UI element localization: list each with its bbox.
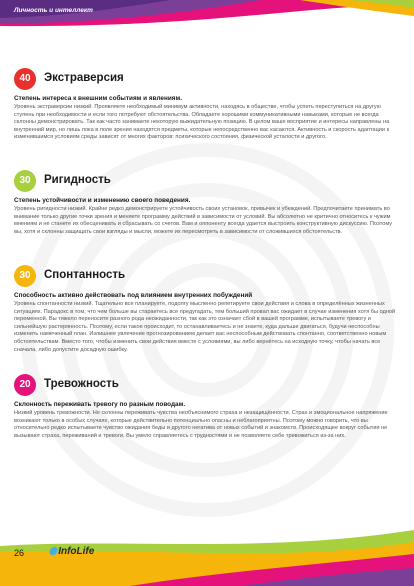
brand-name: InfoLife [58,546,95,557]
section-subtitle: Склонность переживать тревогу по разным поводам. [14,401,186,408]
header-stripes [0,0,414,30]
section-title: Экстраверсия [44,72,124,84]
section-text: Уровень экстраверсии низкий. Проявляете необходимый минимум активности, находясь в обществе, чтобы успеть переступиться на другую ступень при необходимости и если того потребуют обстоятельства. Обладаете хорошими коммуникативными навыками, которые не всегда склонны демонстрировать. Так как часто занимаете некоторую выжидательную позицию. В целом ваше восприятие и интересы направлены на внутренний мир, но лишь пока в поле зрения находятся предметы, которые непосредственно вас касаются. Активность и скорость адаптации к изменившимся условиям среды зависят от многих факторов: психического состояния, физической усталости и другого. [14,104,390,141]
header-title: Личность и интеллект [14,7,93,14]
section-title: Спонтанность [44,269,126,281]
section-subtitle: Способность активно действовать под влиянием внутренних побуждений [14,292,253,299]
page-header [0,0,414,30]
score-badge: 20 [14,374,36,396]
section-text: Низкий уровень тревожности. Не склонны переживать чувства необъяснимого страха и незащищённости. Страх и эмоциональное напряжение возникают только в особых случаях, которые действительно потенциально опасны и неблагоприятны. Поэтому можно говорить, что вы относительно редко испытываете чувство ожидания беды и другого негатива от новых событий и знакомств. Происходящее вокруг события не вызывают страха, переживаний и тревоги. Вы умело справляетесь с трудностями и не позволяете себе тревожиться из-за них. [14,410,388,439]
score-badge: 30 [14,265,36,287]
brand-logo [48,545,94,558]
brand-logo-icon: ✺ [48,546,58,558]
section-subtitle: Степень устойчивости и изменению своего поведения. [14,197,191,204]
score-badge: 40 [14,68,36,90]
section-text: Уровень спонтанности низкий. Тщательно все планируете, подолгу мысленно репетируете свои действия и слова в определённых жизненных ситуациях. Парадокс в том, что чем больше вы стараетесь все предугадать, тем больший провал вас ожидает в случае изменения хотя бы одной переменной. Вы тяжело переносите разного рода неожиданности, так как это означает сбой в вашей программе, испытываете тревогу и сильнейшую растерянность. Поэтому, если такое происходит, то останавливаетесь и не знаете, куда дальше двигаться, будучи неспособны изменить намеченный план. Излишнее увлечение прогнозированием делает вас неспособным действовать спонтанно, соответственно новым обстоятельствам. Вместо того, чтобы изменить свои действия вместе с условиями, вы либо вернётесь на исходную точку, чтобы начать все сначала, либо допустите досадную ошибку. [14,301,396,353]
page-number: 26 [14,548,25,558]
section-title: Ригидность [44,174,111,186]
score-badge: 30 [14,170,36,192]
section-subtitle: Степень интереса к внешним событиям и явлениям. [14,95,183,102]
section-text: Уровень ригидности низкий. Крайне редко демонстрируете устойчивость своих установок, привычек и убеждений. Предпочитаете принимать во внимание только другие точки зрения и меняете программу действий в зависимости от условий. Вы абсолютно не критично относитесь к чужим мнениям и не станете их обесценивать и сбрасывать со счетов. Вам и оппоненту всегда удается выстроить конструктивную дискуссию. Поэтому вы, хотя и склонны защищать свои взгляды и мысли, можете их пересмотреть в зависимости от сложившихся обстоятельств. [14,206,393,235]
section-title: Тревожность [44,378,119,390]
